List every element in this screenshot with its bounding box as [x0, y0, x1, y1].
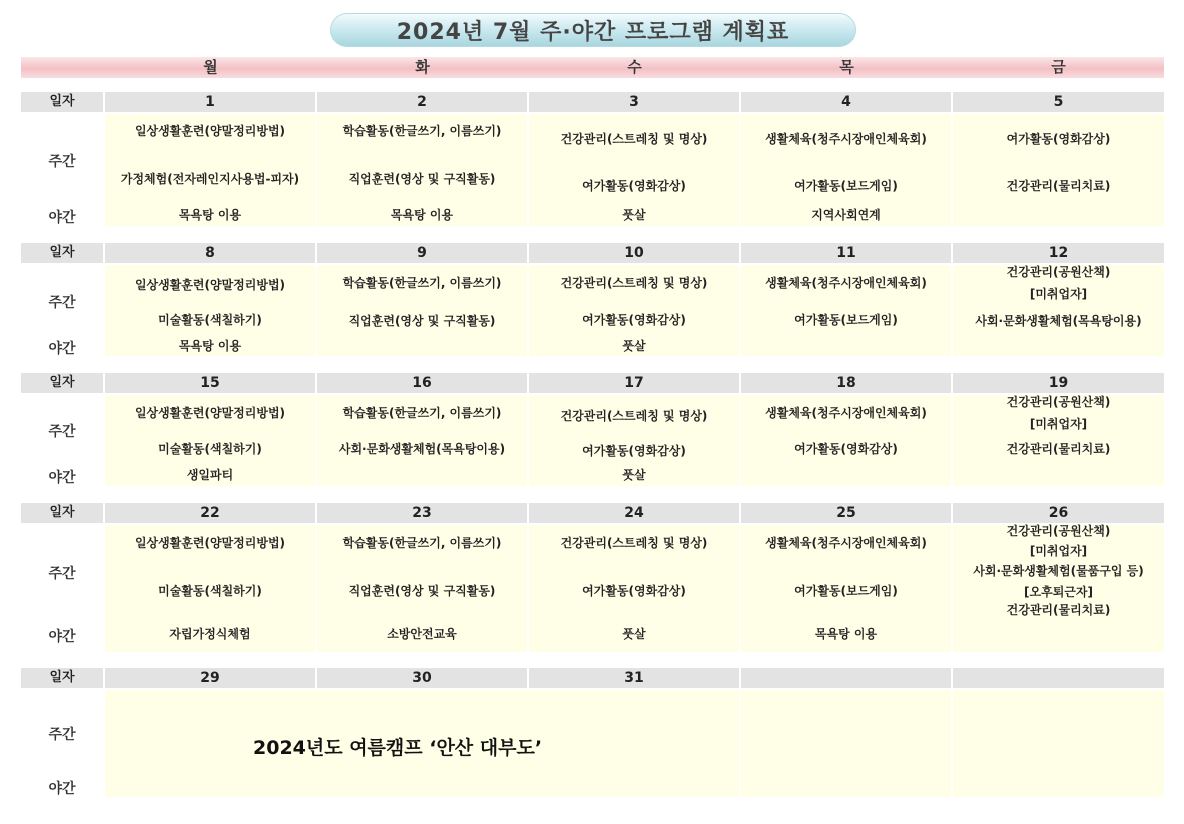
summer-camp-notice: 2024년도 여름캠프 ‘안산 대부도’ — [253, 737, 543, 759]
activity-text: 건강관리(스트레칭 및 명상) — [560, 409, 708, 423]
date-cell: 1 — [105, 92, 315, 112]
date-cell: 11 — [741, 243, 951, 263]
activity-text: 풋살 — [622, 208, 646, 222]
activity-text: 건강관리(물리치료) — [1006, 442, 1111, 456]
date-cell — [741, 668, 951, 688]
activity-text: 생활체육(청주시장애인체육회) — [765, 406, 927, 420]
activity-text: 학습활동(한글쓰기, 이름쓰기) — [342, 406, 502, 420]
activity-text: 생활체육(청주시장애인체육회) — [765, 536, 927, 550]
activity-text: 목욕탕 이용 — [178, 208, 242, 222]
date-cell: 12 — [953, 243, 1164, 263]
date-cell: 4 — [741, 92, 951, 112]
night-session-label: 야간 — [48, 210, 76, 226]
activity-text: 자립가정식체험 — [169, 627, 251, 641]
date-cell: 26 — [953, 503, 1164, 523]
activity-text: 건강관리(공원산책) — [1006, 395, 1111, 409]
date-cell: 19 — [953, 373, 1164, 393]
activity-text: 건강관리(물리치료) — [1006, 603, 1111, 617]
activity-text: 목욕탕 이용 — [390, 208, 454, 222]
night-session-label: 야간 — [48, 341, 76, 357]
date-cell: 9 — [317, 243, 527, 263]
date-label: 일자 — [21, 668, 103, 688]
night-session-label: 야간 — [48, 470, 76, 486]
activity-text: 생활체육(청주시장애인체육회) — [765, 132, 927, 146]
activity-text: 일상생활훈련(양말정리방법) — [134, 278, 286, 292]
activity-text: 건강관리(스트레칭 및 명상) — [560, 536, 708, 550]
activity-text: 풋살 — [622, 339, 646, 353]
activity-text: 사회·문화생활체험(목욕탕이용) — [338, 442, 506, 456]
date-cell: 3 — [529, 92, 739, 112]
weekday-mon: 월 — [203, 58, 218, 76]
activity-text: 건강관리(공원산책) — [1006, 265, 1111, 279]
activity-text: 목욕탕 이용 — [178, 339, 242, 353]
activity-text: 여가활동(보드게임) — [794, 179, 898, 193]
activity-text: 생활체육(청주시장애인체육회) — [765, 276, 927, 290]
activity-text: 직업훈련(영상 및 구직활동) — [348, 314, 496, 328]
weekday-header-bar — [21, 57, 1164, 78]
date-label: 일자 — [21, 243, 103, 263]
day-session-label: 주간 — [48, 727, 76, 743]
activity-text: 일상생활훈련(양말정리방법) — [134, 124, 286, 138]
activity-text: [미취업자] — [1029, 287, 1088, 301]
activity-text: [미취업자] — [1029, 417, 1088, 431]
activity-text: 일상생활훈련(양말정리방법) — [134, 406, 286, 420]
date-label: 일자 — [21, 503, 103, 523]
activity-text: 여가활동(영화감상) — [582, 584, 686, 598]
activity-text: 소방안전교육 — [387, 627, 457, 641]
activity-text: 직업훈련(영상 및 구직활동) — [348, 172, 496, 186]
day-session-label: 주간 — [48, 566, 76, 582]
activity-text: 학습활동(한글쓰기, 이름쓰기) — [342, 124, 502, 138]
date-cell — [953, 668, 1164, 688]
date-cell: 30 — [317, 668, 527, 688]
activity-text: 여가활동(영화감상) — [1006, 132, 1111, 146]
activity-text: 학습활동(한글쓰기, 이름쓰기) — [342, 536, 502, 550]
page-title: 2024년 7월 주·야간 프로그램 계획표 — [330, 13, 856, 47]
activity-text: 풋살 — [622, 627, 646, 641]
activity-text: 건강관리(스트레칭 및 명상) — [560, 132, 708, 146]
activity-text: 건강관리(스트레칭 및 명상) — [560, 276, 708, 290]
date-cell: 18 — [741, 373, 951, 393]
activity-text: 학습활동(한글쓰기, 이름쓰기) — [342, 276, 502, 290]
day-session-label: 주간 — [48, 295, 76, 311]
activity-text: 가정체험(전자레인지사용법-피자) — [120, 172, 300, 186]
date-cell: 16 — [317, 373, 527, 393]
date-label: 일자 — [21, 373, 103, 393]
activity-text: 건강관리(물리치료) — [1006, 179, 1111, 193]
date-cell: 23 — [317, 503, 527, 523]
activity-text: 미술활동(색칠하기) — [158, 584, 262, 598]
activity-text: 지역사회연계 — [811, 208, 881, 222]
activity-text: 미술활동(색칠하기) — [158, 313, 262, 327]
night-session-label: 야간 — [48, 781, 76, 797]
activity-text: 직업훈련(영상 및 구직활동) — [348, 584, 496, 598]
activity-text: [오후퇴근자] — [1024, 585, 1093, 599]
date-cell: 10 — [529, 243, 739, 263]
activity-text: 여가활동(영화감상) — [582, 313, 686, 327]
night-session-label: 야간 — [48, 629, 76, 645]
activity-text: 사회·문화생활체험(물품구입 등) — [973, 564, 1144, 578]
activity-text: 여가활동(보드게임) — [794, 584, 898, 598]
date-label: 일자 — [21, 92, 103, 112]
day-session-label: 주간 — [48, 154, 76, 170]
activity-text: 여가활동(영화감상) — [582, 444, 686, 458]
activity-text: 목욕탕 이용 — [814, 627, 878, 641]
activity-text: 여가활동(영화감상) — [794, 442, 898, 456]
schedule-cell — [953, 690, 1164, 797]
weekday-wed: 수 — [627, 58, 642, 76]
activity-text: 미술활동(색칠하기) — [158, 442, 262, 456]
activity-text: 사회·문화생활체험(목욕탕이용) — [975, 314, 1142, 328]
activity-text: 여가활동(보드게임) — [794, 313, 898, 327]
date-cell: 29 — [105, 668, 315, 688]
activity-text: [미취업자] — [1029, 544, 1088, 558]
date-cell: 5 — [953, 92, 1164, 112]
activity-text: 건강관리(공원산책) — [1006, 524, 1111, 538]
date-cell: 15 — [105, 373, 315, 393]
date-cell: 22 — [105, 503, 315, 523]
date-cell: 31 — [529, 668, 739, 688]
day-session-label: 주간 — [48, 424, 76, 440]
weekday-tue: 화 — [415, 58, 430, 76]
weekday-fri: 금 — [1051, 58, 1066, 76]
activity-text: 여가활동(영화감상) — [582, 179, 686, 193]
activity-text: 풋살 — [622, 468, 646, 482]
date-cell: 25 — [741, 503, 951, 523]
schedule-cell — [953, 114, 1164, 226]
activity-text: 일상생활훈련(양말정리방법) — [134, 536, 286, 550]
date-cell: 2 — [317, 92, 527, 112]
date-cell: 17 — [529, 373, 739, 393]
activity-text: 생일파티 — [186, 468, 234, 482]
weekday-thu: 목 — [839, 58, 854, 76]
schedule-cell — [741, 690, 951, 797]
date-cell: 24 — [529, 503, 739, 523]
date-cell: 8 — [105, 243, 315, 263]
